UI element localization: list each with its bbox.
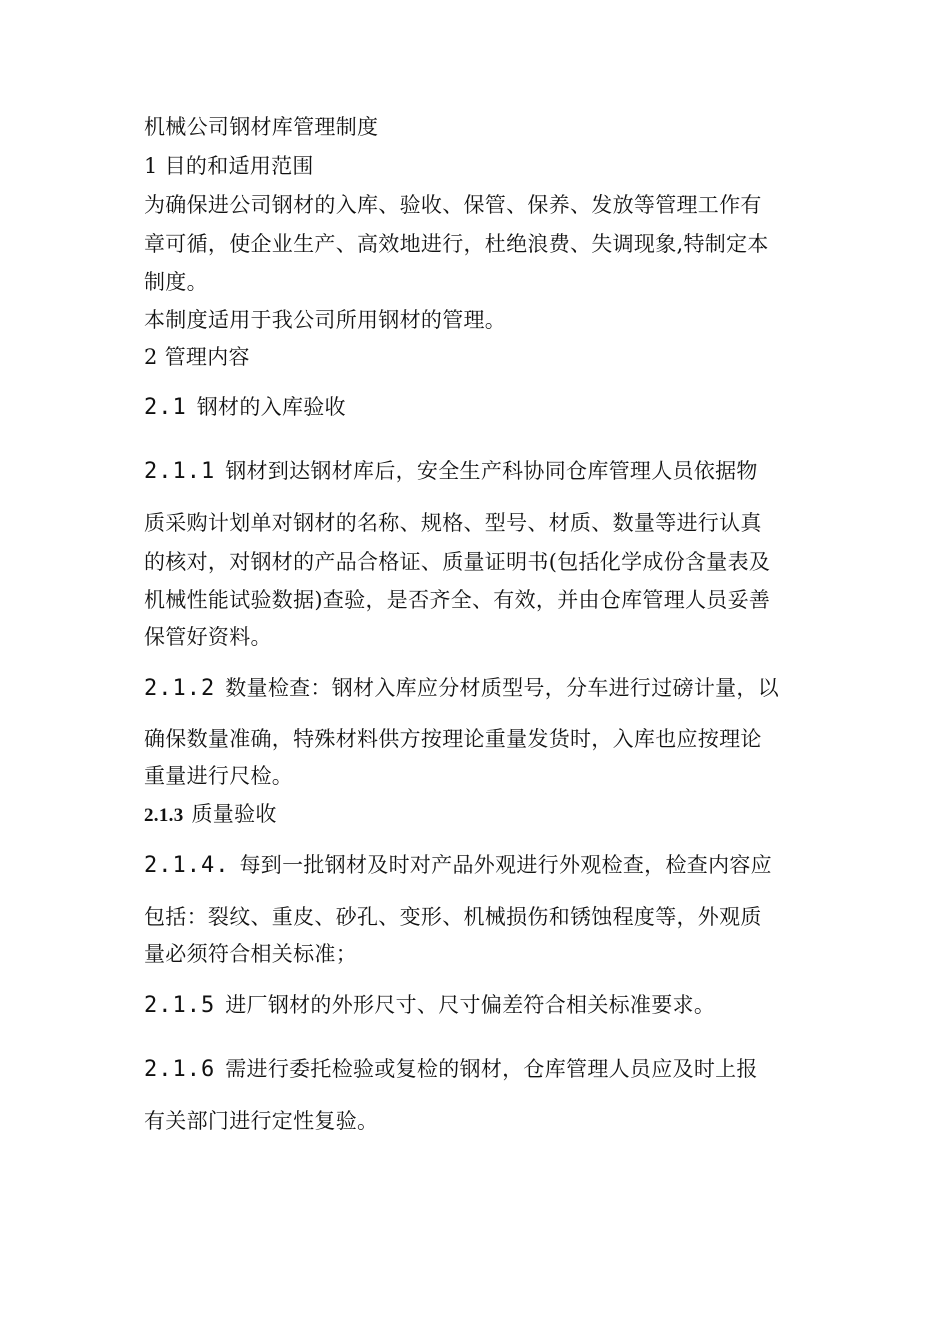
section-2-1-2-line: 重量进行尺检。 — [144, 764, 294, 788]
section-text: 数量检查：钢材入库应分材质型号，分车进行过磅计量，以 — [225, 676, 780, 700]
section-2-1-4-line: 包括：裂纹、重皮、砂孔、变形、机械损伤和锈蚀程度等，外观质 — [144, 905, 762, 929]
section-2-heading: 2 管理内容 — [144, 345, 250, 369]
section-title: 钢材的入库验收 — [196, 395, 346, 419]
document-title: 机械公司钢材库管理制度 — [144, 115, 379, 139]
section-2-1-3-heading — [144, 800, 824, 830]
section-number: 2.1 — [144, 395, 187, 420]
section-text: 钢材到达钢材库后，安全生产科协同仓库管理人员依据物 — [225, 459, 758, 483]
section-1-paragraph-line: 为确保进公司钢材的入库、验收、保管、保养、发放等管理工作有 — [144, 193, 762, 217]
section-number: 2.1.2 — [144, 676, 216, 701]
section-text: 每到一批钢材及时对产品外观进行外观检查，检查内容应 — [239, 853, 772, 877]
section-number: 2.1.6 — [144, 1057, 216, 1082]
section-2-1-5-line — [144, 991, 824, 1020]
section-1-heading: 1 目的和适用范围 — [144, 154, 314, 178]
section-title: 质量验收 — [191, 802, 277, 826]
section-1-paragraph-line: 制度。 — [144, 270, 208, 294]
section-2-1-1-line: 的核对，对钢材的产品合格证、质量证明书(包括化学成份含量表及 — [144, 550, 771, 574]
section-2-1-1-line: 质采购计划单对钢材的名称、规格、型号、材质、数量等进行认真 — [144, 511, 762, 535]
section-text: 需进行委托检验或复检的钢材，仓库管理人员应及时上报 — [225, 1057, 758, 1081]
section-2-1-4-line — [144, 851, 824, 880]
scope-paragraph: 本制度适用于我公司所用钢材的管理。 — [144, 308, 507, 332]
section-2-1-heading — [144, 393, 824, 422]
section-2-1-6-line — [144, 1055, 824, 1084]
section-number: 2.1.4. — [144, 853, 230, 878]
section-2-1-1-line — [144, 457, 824, 486]
section-2-1-6-line: 有关部门进行定性复验。 — [144, 1109, 379, 1133]
section-number: 2.1.3 — [144, 805, 184, 826]
section-2-1-4-line: 量必须符合相关标准； — [144, 942, 357, 966]
section-2-1-2-line: 确保数量准确，特殊材料供方按理论重量发货时，入库也应按理论 — [144, 727, 762, 751]
section-2-1-1-line: 机械性能试验数据)查验，是否齐全、有效，并由仓库管理人员妥善 — [144, 588, 771, 612]
section-1-paragraph-line: 章可循，使企业生产、高效地进行，杜绝浪费、失调现象,特制定本 — [144, 232, 769, 256]
section-2-1-1-line: 保管好资料。 — [144, 625, 272, 649]
section-number: 2.1.1 — [144, 459, 216, 484]
section-2-1-2-line — [144, 674, 824, 703]
section-number: 2.1.5 — [144, 993, 216, 1018]
section-text: 进厂钢材的外形尺寸、尺寸偏差符合相关标准要求。 — [225, 993, 716, 1017]
